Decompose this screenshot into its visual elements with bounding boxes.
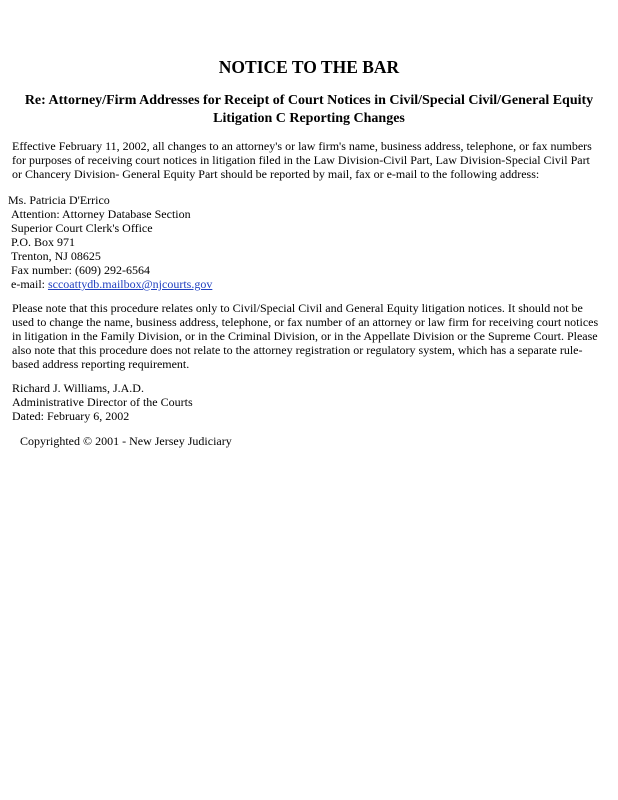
subtitle-line: Litigation C Reporting Changes [213, 111, 405, 126]
note-line: used to change the name, business address, telephone, or fax number of an attorney or law firm for receiving court notices [12, 315, 599, 329]
intro-line: for purposes of receiving court notices in litigation filed in the Law Division-Civil Part, Law Division-Special Civil Part [12, 153, 590, 167]
intro-line: Effective February 11, 2002, all changes to an attorney's or law firm's name, business address, telephone, or fax numbers [12, 139, 592, 153]
note-paragraph [12, 301, 608, 371]
signature-title: Administrative Director of the Courts [12, 395, 193, 409]
address-attention: Attention: Attorney Database Section [11, 207, 191, 221]
note-line: also note that this procedure does not relate to the attorney registration or regulatory system, which has a separate rule- [12, 343, 583, 357]
address-email-row [11, 277, 212, 291]
email-label: e-mail: [11, 277, 48, 291]
note-line: in litigation in the Family Division, or in the Criminal Division, or in the Appellate Division or the Supreme Court. Please [12, 329, 598, 343]
signature-block [12, 381, 193, 423]
intro-line: or Chancery Division- General Equity Part should be reported by mail, fax or e-mail to the following address: [12, 167, 540, 181]
address-name: Ms. Patricia D'Errico [8, 193, 110, 207]
address-office: Superior Court Clerk's Office [11, 221, 153, 235]
email-link[interactable]: sccoattydb.mailbox@njcourts.gov [47, 277, 213, 291]
subtitle-line: Re: Attorney/Firm Addresses for Receipt of Court Notices in Civil/Special Civil/General Equity [24, 93, 594, 108]
address-city: Trenton, NJ 08625 [11, 249, 101, 263]
page-title: NOTICE TO THE BAR [218, 57, 400, 77]
address-fax: Fax number: (609) 292-6564 [11, 263, 150, 277]
signature-name: Richard J. Williams, J.A.D. [12, 381, 144, 395]
intro-paragraph [12, 139, 608, 181]
address-po-box: P.O. Box 971 [11, 235, 76, 249]
signature-date: Dated: February 6, 2002 [12, 409, 130, 423]
note-line: based address reporting requirement. [12, 357, 190, 371]
notice-subtitle [10, 92, 608, 128]
mailing-address [8, 193, 213, 291]
copyright-notice: Copyrighted © 2001 - New Jersey Judiciary [20, 434, 232, 448]
note-line: Please note that this procedure relates only to Civil/Special Civil and General Equity litigation notices. It should not be [12, 301, 583, 315]
